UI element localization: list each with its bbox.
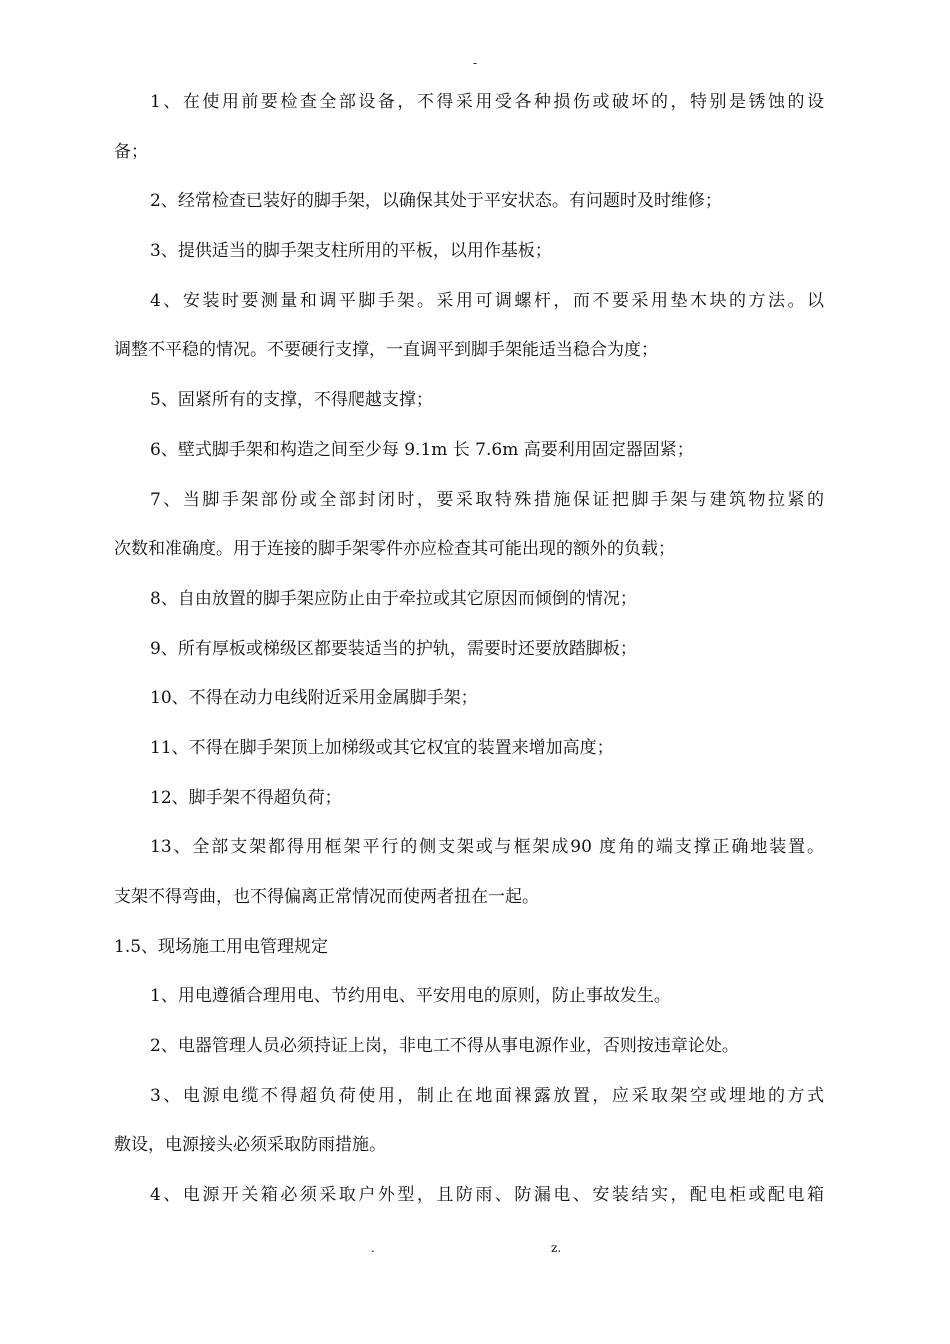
item-13-line-2: 支架不得弯曲，也不得偏离正常情况而使两者扭在一起。: [114, 887, 539, 907]
page-footer: [0, 1238, 950, 1258]
item-9: 9、所有厚板或梯级区都要装适当的护轨，需要时还要放踏脚板；: [150, 638, 637, 659]
item-10: 10、不得在动力电线附近采用金属脚手架；: [150, 688, 478, 709]
document-body: [114, 78, 824, 1221]
item-1-line-1: 1、在使用前要检查全部设备，不得采用受各种损伤或破坏的，特别是锈蚀的设: [150, 92, 824, 112]
item-12: 12、脚手架不得超负荷；: [150, 787, 342, 808]
item-11: 11、不得在脚手架顶上加梯级或其它权宜的装置来增加高度；: [150, 737, 614, 758]
power-item-2: 2、电器管理人员必须持证上岗，非电工不得从事电源作业，否则按违章论处。: [150, 1036, 739, 1057]
footer-left-mark: .: [371, 1241, 375, 1255]
item-7-line-1: 7、当脚手架部份或全部封闭时，要采取特殊措施保证把脚手架与建筑物拉紧的: [150, 489, 824, 510]
item-6: 6、壁式脚手架和构造之间至少每 9.1m 长 7.6m 高要利用固定器固紧；: [150, 439, 694, 460]
item-2: 2、经常检查已装好的脚手架，以确保其处于平安状态。有问题时及时维修；: [150, 191, 722, 212]
item-8: 8、自由放置的脚手架应防止由于牵拉或其它原因而倾倒的情况；: [150, 588, 637, 609]
power-item-1: 1、用电遵循合理用电、节约用电、平安用电的原则，防止事故发生。: [150, 986, 671, 1007]
section-heading: 1.5、现场施工用电管理规定: [114, 936, 329, 957]
footer-right-mark: z.: [551, 1241, 562, 1255]
power-item-4-line-1: 4、电源开关箱必须采取户外型，且防雨、防漏电、安装结实，配电柜或配电箱: [150, 1185, 824, 1206]
item-7-line-2: 次数和准确度。用于连接的脚手架零件亦应检查其可能出现的额外的负载；: [114, 539, 675, 560]
item-5: 5、固紧所有的支撑，不得爬越支撑；: [150, 390, 433, 411]
item-13-line-1: 13、全部支架都得用框架平行的侧支架或与框架成90 度角的端支撑正确地装置。: [150, 837, 824, 858]
power-item-3-line-1: 3、电源电缆不得超负荷使用，制止在地面裸露放置，应采取架空或埋地的方式: [150, 1085, 824, 1106]
power-item-3-line-2: 敷设，电源接头必须采取防雨措施。: [114, 1135, 386, 1156]
item-4-line-2: 调整不平稳的情况。不要硬行支撑，一直调平到脚手架能适当稳合为度；: [114, 340, 658, 361]
item-4-line-1: 4、安装时要测量和调平脚手架。采用可调螺杆，而不要采用垫木块的方法。以: [150, 290, 824, 311]
header-mark: -: [472, 56, 478, 70]
item-1-line-2: 备；: [114, 141, 148, 162]
item-3: 3、提供适当的脚手架支柱所用的平板，以用作基板；: [150, 241, 552, 262]
